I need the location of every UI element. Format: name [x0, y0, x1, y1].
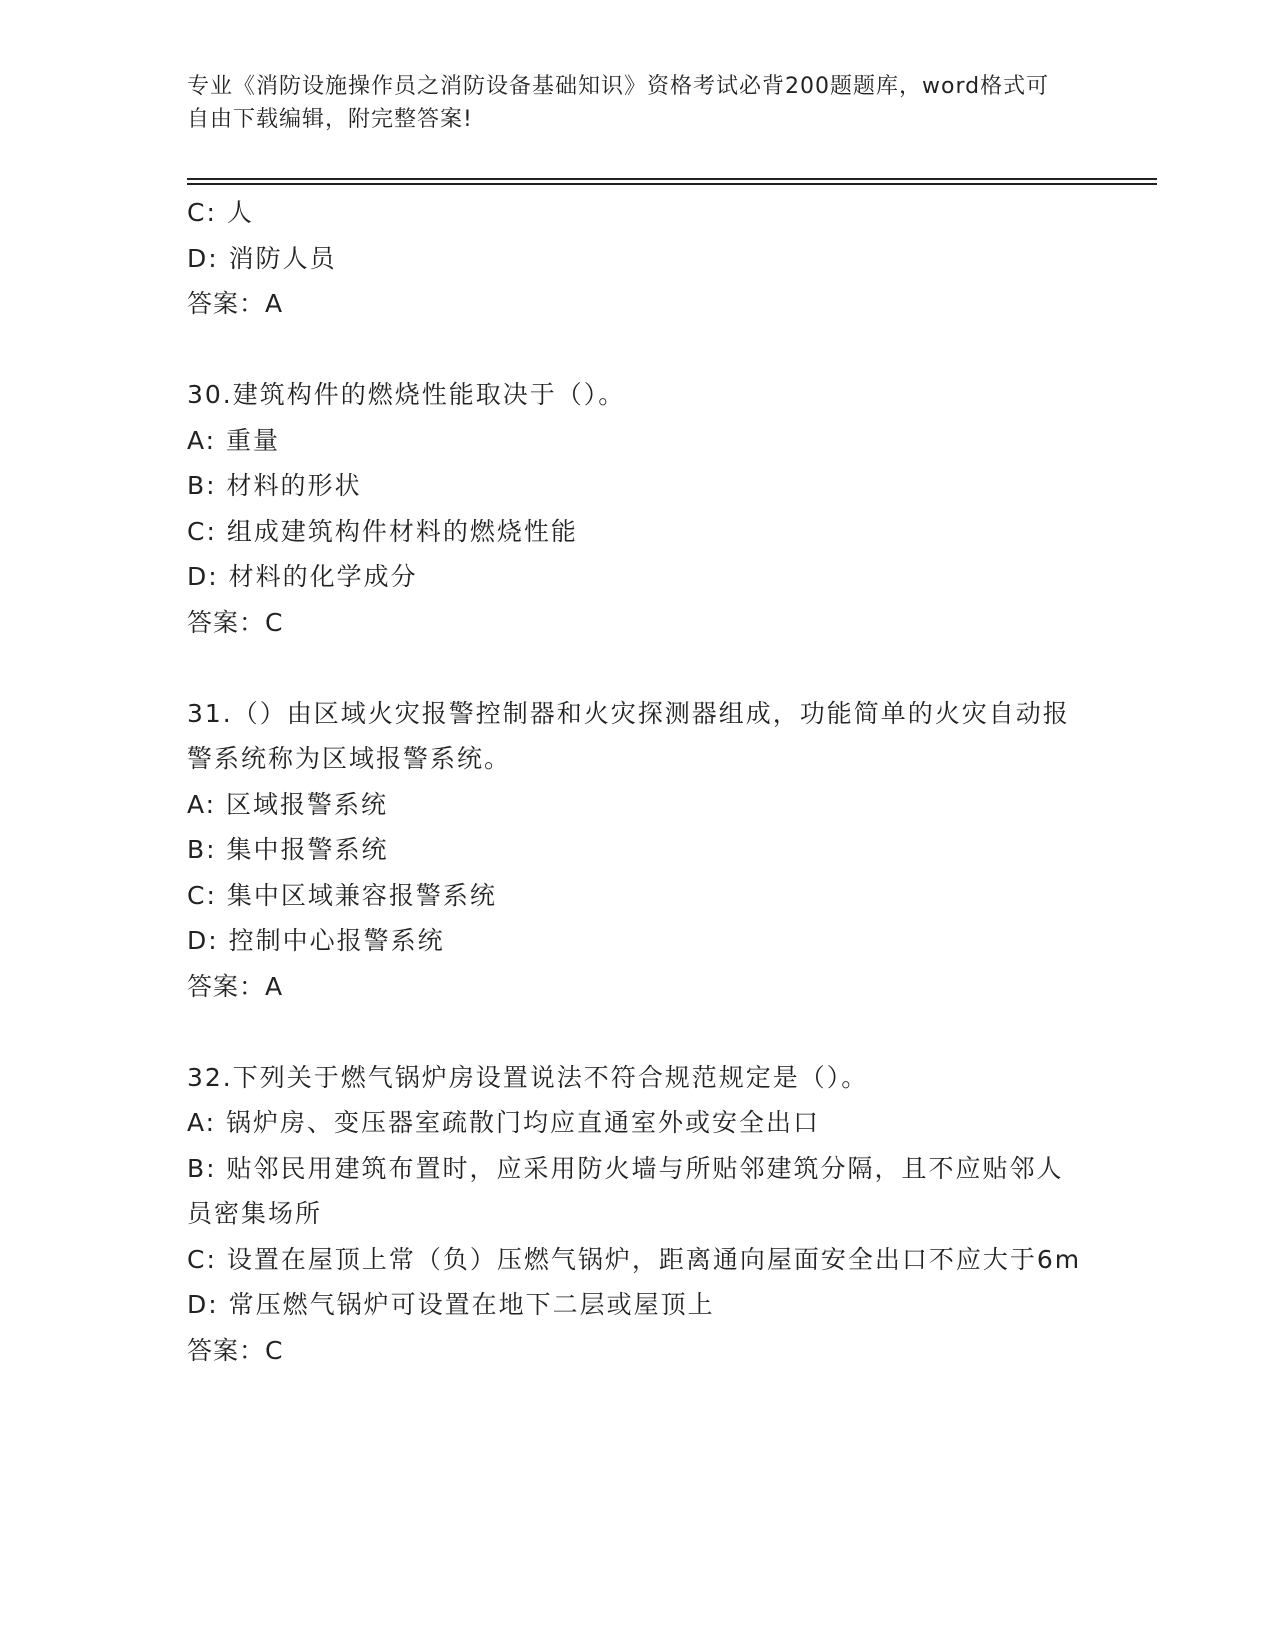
- question-30-option-d: D: 材料的化学成分: [187, 562, 418, 591]
- question-30-answer: 答案：C: [187, 607, 284, 637]
- question-30-option-a: A: 重量: [187, 425, 281, 455]
- spacer: [187, 1009, 1087, 1055]
- header-rule-bottom: [187, 183, 1157, 185]
- question-31-option-a: A: 区域报警系统: [187, 789, 389, 819]
- question-31-option-c: C: 集中区域兼容报警系统: [187, 880, 497, 910]
- question-31-stem: 31.（）由区域火灾报警控制器和火灾探测器组成，功能简单的火灾自动报警系统称为区域报警系统。: [187, 698, 1070, 773]
- question-31-option-d: D: 控制中心报警系统: [187, 926, 445, 955]
- prev-option-c: C: 人: [187, 198, 254, 227]
- header-intro-text: 专业《消防设施操作员之消防设备基础知识》资格考试必背200题题库，word格式可自由下载编辑，附完整答案!: [187, 74, 1050, 132]
- spacer: [187, 327, 1087, 373]
- prev-option-d: D: 消防人员: [187, 243, 337, 273]
- question-32-option-b: B: 贴邻民用建筑布置时，应采用防火墙与所贴邻建筑分隔，且不应贴邻人员密集场所: [187, 1153, 1064, 1228]
- question-32-stem: 32.下列关于燃气锅炉房设置说法不符合规范规定是（）。: [187, 1062, 869, 1092]
- question-30-option-b: B: 材料的形状: [187, 471, 362, 500]
- question-content: [187, 190, 1087, 1373]
- question-30-option-c: C: 组成建筑构件材料的燃烧性能: [187, 516, 578, 546]
- question-30-stem: 30.建筑构件的燃烧性能取决于（）。: [187, 380, 626, 409]
- question-31-option-b: B: 集中报警系统: [187, 835, 389, 864]
- spacer: [187, 645, 1087, 691]
- document-header: [187, 70, 1067, 136]
- question-32-answer: 答案：C: [187, 1335, 284, 1365]
- prev-answer: 答案：A: [187, 289, 284, 318]
- question-32-option-c: C: 设置在屋顶上常（负）压燃气锅炉，距离通向屋面安全出口不应大于6m: [187, 1244, 1082, 1274]
- header-rule-top: [187, 178, 1157, 180]
- question-31-answer: 答案：A: [187, 971, 284, 1001]
- question-32-option-d: D: 常压燃气锅炉可设置在地下二层或屋顶上: [187, 1290, 715, 1319]
- question-32-option-a: A: 锅炉房、变压器室疏散门均应直通室外或安全出口: [187, 1108, 821, 1137]
